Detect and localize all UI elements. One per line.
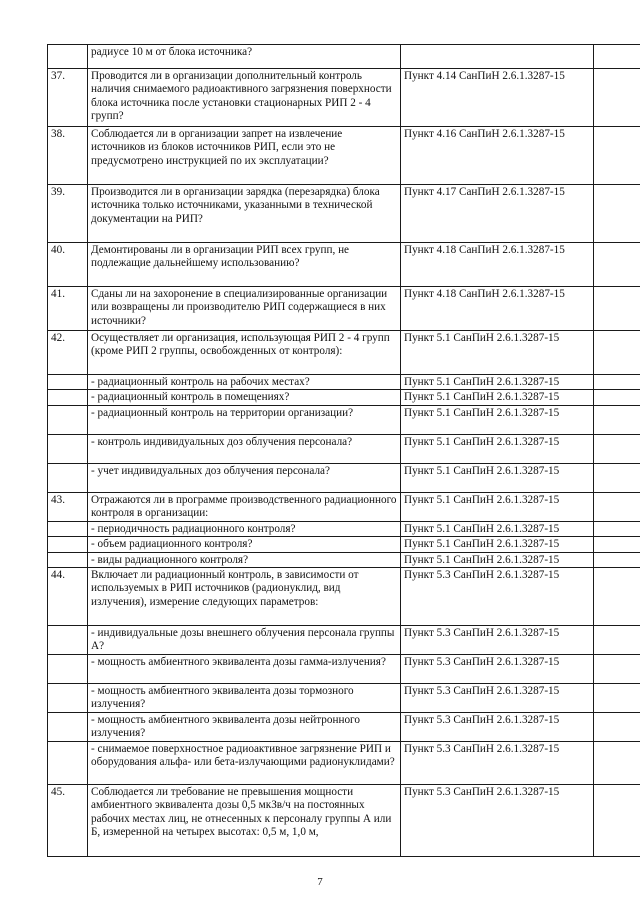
answer-cell xyxy=(594,69,640,127)
table-row xyxy=(48,45,640,69)
question-text: - радиационный контроль в помещениях? xyxy=(88,390,401,405)
row-number xyxy=(48,375,88,390)
requirement-reference: Пункт 5.1 СанПиН 2.6.1.3287-15 xyxy=(401,552,594,567)
row-number: 38. xyxy=(48,127,88,185)
row-number xyxy=(48,684,88,713)
answer-cell xyxy=(594,742,640,785)
requirement-reference: Пункт 4.18 СанПиН 2.6.1.3287-15 xyxy=(401,287,594,331)
row-number xyxy=(48,405,88,434)
table-row xyxy=(48,185,640,243)
question-text: - радиационный контроль на рабочих местах? xyxy=(88,375,401,390)
row-number: 39. xyxy=(48,185,88,243)
answer-cell xyxy=(594,331,640,375)
question-text: Проводится ли в организации дополнительный контроль наличия снимаемого радиоактивного загрязнения поверхности блока источника после установки стационарных РИП 2 - 4 групп? xyxy=(88,69,401,127)
answer-cell xyxy=(594,785,640,857)
row-number xyxy=(48,626,88,655)
table-row xyxy=(48,568,640,626)
answer-cell xyxy=(594,375,640,390)
answer-cell xyxy=(594,287,640,331)
requirement-reference xyxy=(401,45,594,69)
row-number xyxy=(48,742,88,785)
row-number xyxy=(48,655,88,684)
answer-cell xyxy=(594,568,640,626)
question-text: Соблюдается ли в организации запрет на извлечение источников из блоков источников РИП, если это не предусмотрено инструкцией по их эксплуатации? xyxy=(88,127,401,185)
table-row xyxy=(48,127,640,185)
table-row xyxy=(48,331,640,375)
answer-cell xyxy=(594,552,640,567)
requirement-reference: Пункт 4.18 СанПиН 2.6.1.3287-15 xyxy=(401,243,594,287)
requirement-reference: Пункт 5.3 СанПиН 2.6.1.3287-15 xyxy=(401,684,594,713)
answer-cell xyxy=(594,127,640,185)
question-text: - контроль индивидуальных доз облучения персонала? xyxy=(88,434,401,463)
question-text: - радиационный контроль на территории организации? xyxy=(88,405,401,434)
requirement-reference: Пункт 5.1 СанПиН 2.6.1.3287-15 xyxy=(401,434,594,463)
table-row xyxy=(48,521,640,536)
answer-cell xyxy=(594,390,640,405)
answer-cell xyxy=(594,626,640,655)
table-row xyxy=(48,463,640,492)
table-row xyxy=(48,434,640,463)
requirement-reference: Пункт 5.3 СанПиН 2.6.1.3287-15 xyxy=(401,655,594,684)
requirement-reference: Пункт 5.3 СанПиН 2.6.1.3287-15 xyxy=(401,785,594,857)
row-number xyxy=(48,552,88,567)
table-row xyxy=(48,655,640,684)
row-number: 43. xyxy=(48,492,88,521)
answer-cell xyxy=(594,185,640,243)
answer-cell xyxy=(594,713,640,742)
question-text: Осуществляет ли организация, использующая РИП 2 - 4 групп (кроме РИП 2 группы, освобожденных от контроля): xyxy=(88,331,401,375)
table-row xyxy=(48,69,640,127)
question-text: - мощность амбиентного эквивалента дозы нейтронного излучения? xyxy=(88,713,401,742)
row-number xyxy=(48,713,88,742)
row-number xyxy=(48,434,88,463)
requirement-reference: Пункт 5.1 СанПиН 2.6.1.3287-15 xyxy=(401,331,594,375)
row-number: 40. xyxy=(48,243,88,287)
row-number: 44. xyxy=(48,568,88,626)
answer-cell xyxy=(594,243,640,287)
row-number: 41. xyxy=(48,287,88,331)
question-text: Демонтированы ли в организации РИП всех групп, не подлежащие дальнейшему использованию? xyxy=(88,243,401,287)
answer-cell xyxy=(594,655,640,684)
requirement-reference: Пункт 5.1 СанПиН 2.6.1.3287-15 xyxy=(401,492,594,521)
answer-cell xyxy=(594,492,640,521)
requirement-reference: Пункт 5.1 СанПиН 2.6.1.3287-15 xyxy=(401,537,594,552)
page-number: 7 xyxy=(317,876,323,888)
requirement-reference: Пункт 5.1 СанПиН 2.6.1.3287-15 xyxy=(401,521,594,536)
requirement-reference: Пункт 4.17 СанПиН 2.6.1.3287-15 xyxy=(401,185,594,243)
question-text: - периодичность радиационного контроля? xyxy=(88,521,401,536)
table-row xyxy=(48,375,640,390)
question-text: Соблюдается ли требование не превышения мощности амбиентного эквивалента дозы 0,5 мкЗв/ч на постоянных рабочих местах лиц, не отнесенных к персоналу группы А или Б, измеренной на четырех высотах: 0,5 м, 1,0 м, xyxy=(88,785,401,857)
answer-cell xyxy=(594,537,640,552)
table-row xyxy=(48,492,640,521)
answer-cell xyxy=(594,684,640,713)
table-row xyxy=(48,390,640,405)
row-number xyxy=(48,537,88,552)
question-text: - снимаемое поверхностное радиоактивное загрязнение РИП и оборудования альфа- или бета-излучающими радионуклидами? xyxy=(88,742,401,785)
table-row xyxy=(48,287,640,331)
requirement-reference: Пункт 5.3 СанПиН 2.6.1.3287-15 xyxy=(401,713,594,742)
requirement-reference: Пункт 5.3 СанПиН 2.6.1.3287-15 xyxy=(401,742,594,785)
table-row xyxy=(48,552,640,567)
question-text: - мощность амбиентного эквивалента дозы гамма-излучения? xyxy=(88,655,401,684)
question-text: Включает ли радиационный контроль, в зависимости от используемых в РИП источников (радионуклид, вид излучения), измерение следующих параметров: xyxy=(88,568,401,626)
question-text: - индивидуальные дозы внешнего облучения персонала группы А? xyxy=(88,626,401,655)
requirement-reference: Пункт 5.1 СанПиН 2.6.1.3287-15 xyxy=(401,463,594,492)
question-text: - виды радиационного контроля? xyxy=(88,552,401,567)
table-row xyxy=(48,626,640,655)
table-row xyxy=(48,742,640,785)
table-row xyxy=(48,713,640,742)
question-text: Производится ли в организации зарядка (перезарядка) блока источника только источниками, указанными в технической документации на РИП? xyxy=(88,185,401,243)
requirement-reference: Пункт 4.16 СанПиН 2.6.1.3287-15 xyxy=(401,127,594,185)
row-number: 42. xyxy=(48,331,88,375)
table-row xyxy=(48,537,640,552)
row-number xyxy=(48,521,88,536)
table-row xyxy=(48,684,640,713)
answer-cell xyxy=(594,521,640,536)
table-row xyxy=(48,405,640,434)
checklist-body xyxy=(48,45,640,857)
question-text: - мощность амбиентного эквивалента дозы тормозного излучения? xyxy=(88,684,401,713)
answer-cell xyxy=(594,405,640,434)
table-row xyxy=(48,785,640,857)
table-row xyxy=(48,243,640,287)
answer-cell xyxy=(594,45,640,69)
requirement-reference: Пункт 4.14 СанПиН 2.6.1.3287-15 xyxy=(401,69,594,127)
answer-cell xyxy=(594,434,640,463)
row-number xyxy=(48,390,88,405)
row-number: 37. xyxy=(48,69,88,127)
question-text: Сданы ли на захоронение в специализированные организации или возвращены ли производителю РИП содержащиеся в них источники? xyxy=(88,287,401,331)
answer-cell xyxy=(594,463,640,492)
question-text: - объем радиационного контроля? xyxy=(88,537,401,552)
requirement-reference: Пункт 5.1 СанПиН 2.6.1.3287-15 xyxy=(401,375,594,390)
requirement-reference: Пункт 5.3 СанПиН 2.6.1.3287-15 xyxy=(401,626,594,655)
row-number xyxy=(48,463,88,492)
question-text: радиусе 10 м от блока источника? xyxy=(88,45,401,69)
requirement-reference: Пункт 5.3 СанПиН 2.6.1.3287-15 xyxy=(401,568,594,626)
question-text: Отражаются ли в программе производственного радиационного контроля в организации: xyxy=(88,492,401,521)
row-number xyxy=(48,45,88,69)
requirement-reference: Пункт 5.1 СанПиН 2.6.1.3287-15 xyxy=(401,390,594,405)
question-text: - учет индивидуальных доз облучения персонала? xyxy=(88,463,401,492)
row-number: 45. xyxy=(48,785,88,857)
checklist-table xyxy=(47,44,640,857)
requirement-reference: Пункт 5.1 СанПиН 2.6.1.3287-15 xyxy=(401,405,594,434)
